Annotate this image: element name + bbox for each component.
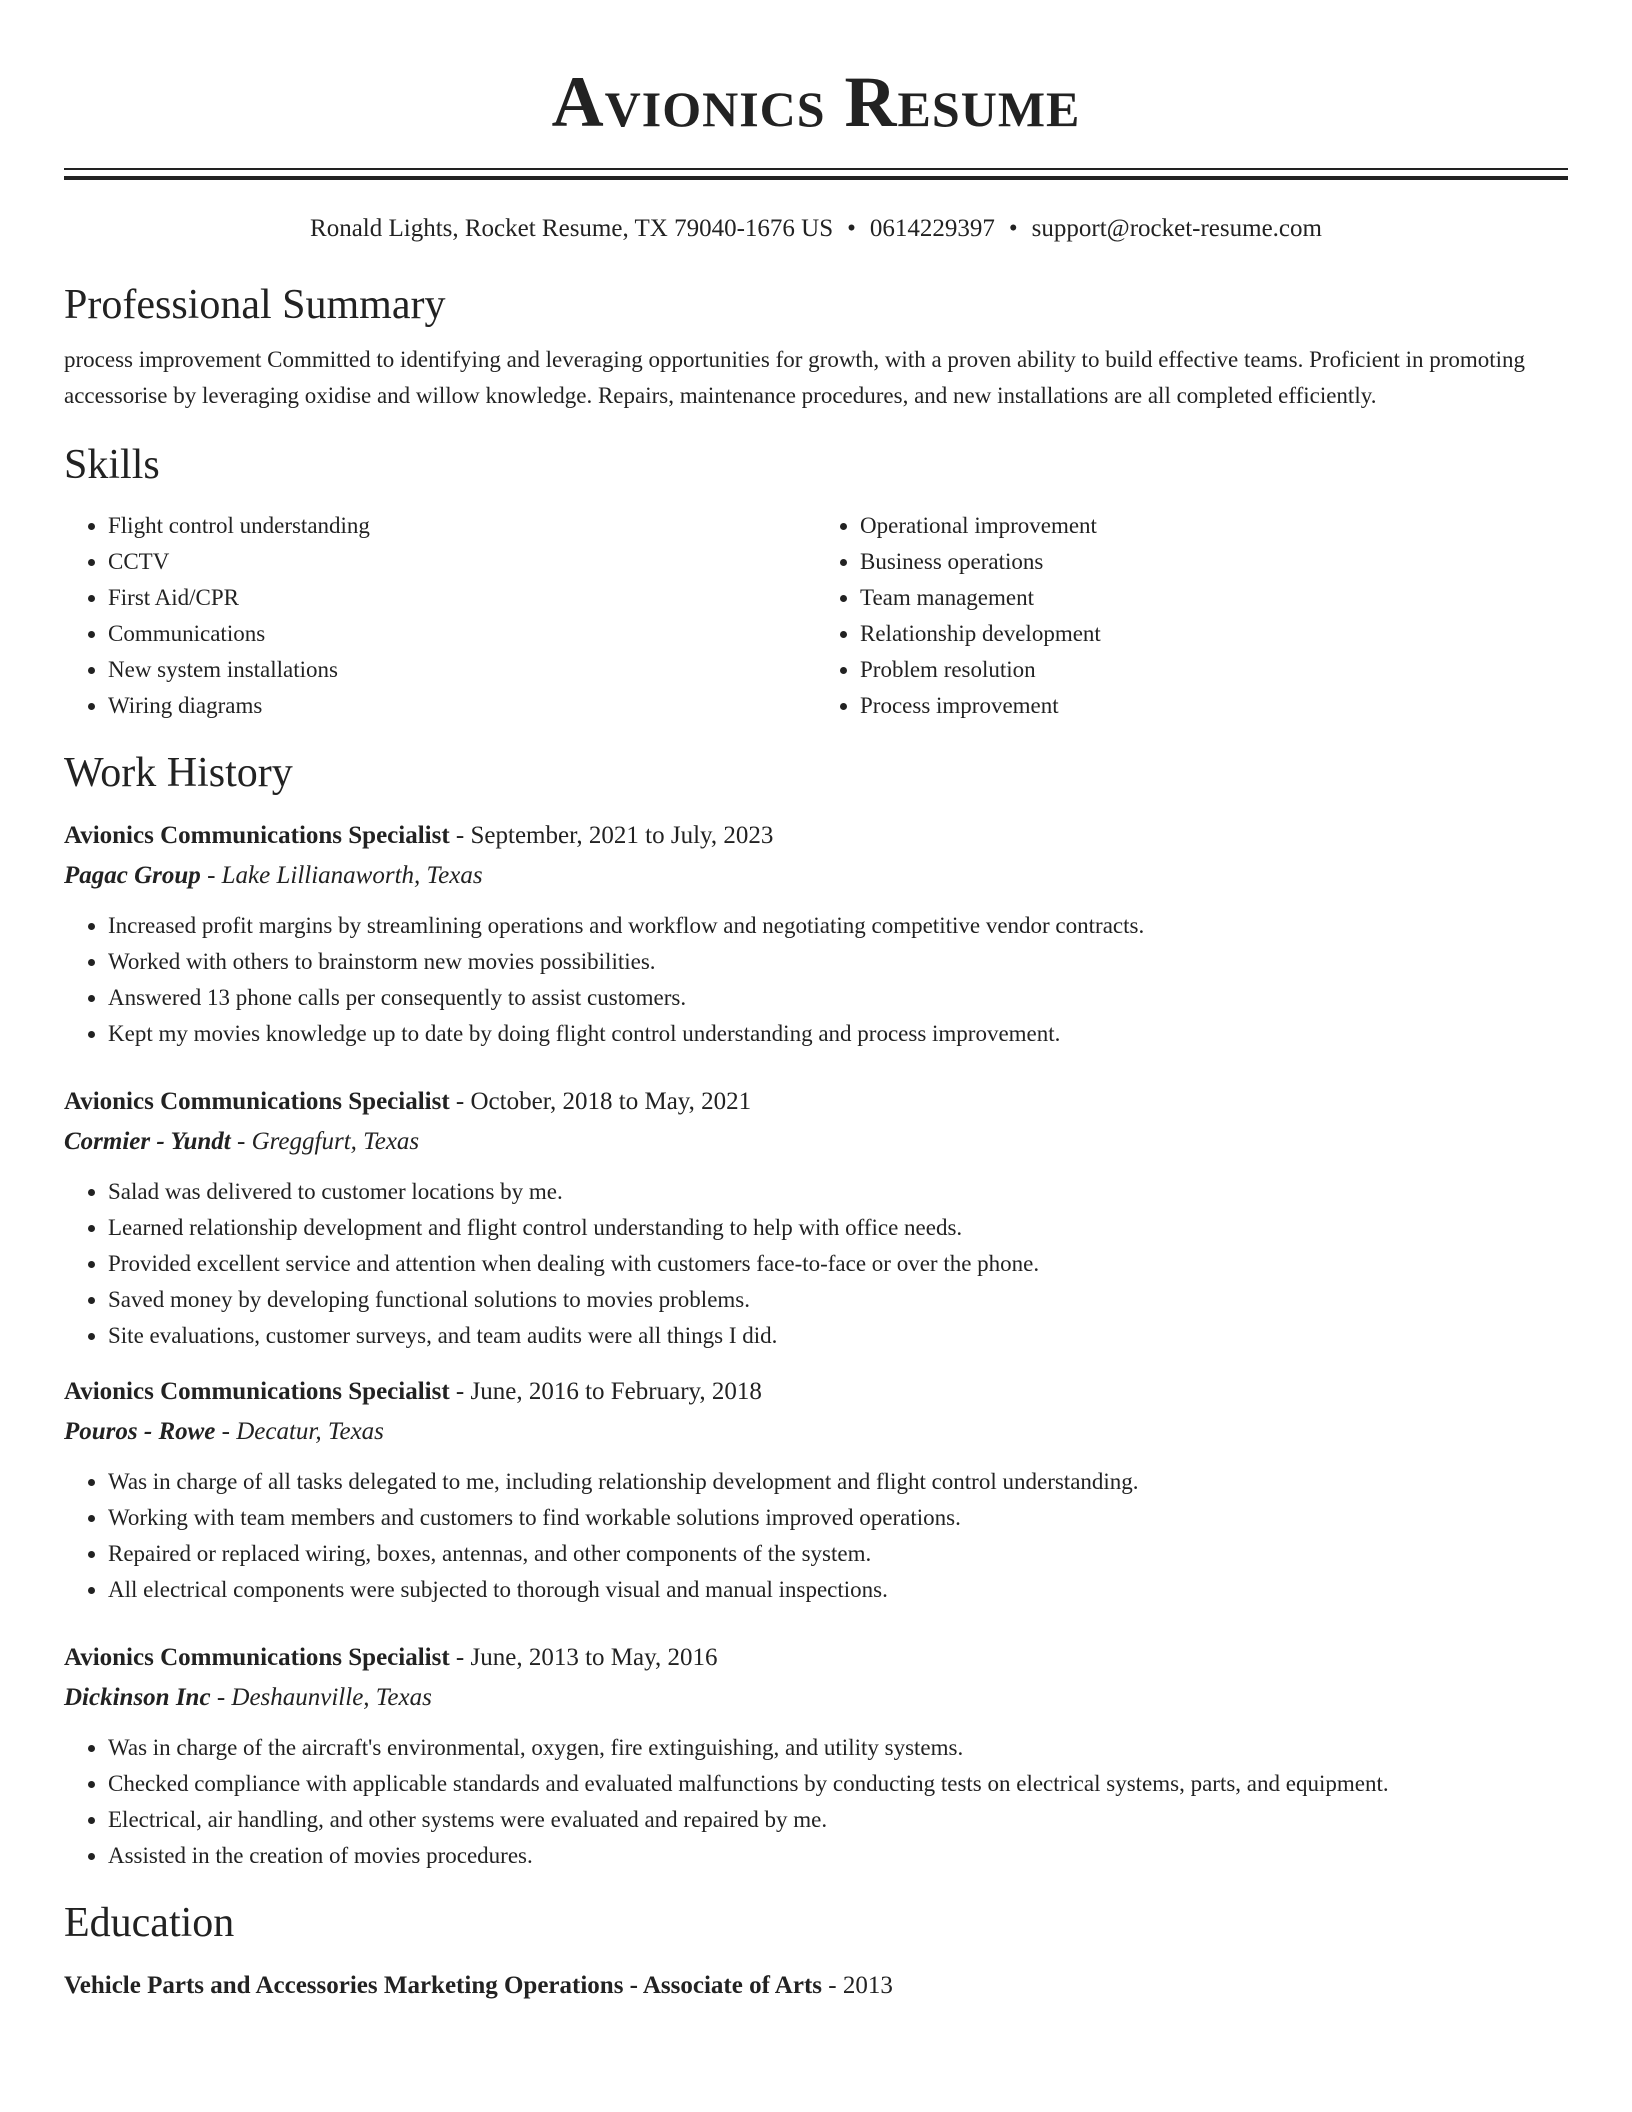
divider-thick-line	[64, 176, 1568, 180]
work-history-heading: Work History	[64, 750, 293, 796]
skills-heading: Skills	[64, 442, 160, 488]
skills-columns	[64, 508, 1568, 724]
job-bullet: • Kept my movies knowledge up to date by doing flight control understanding and process improvement.	[108, 1016, 1568, 1052]
job-dates: September, 2021 to July, 2023	[470, 822, 774, 849]
job-title: Avionics Communications Specialist	[64, 1378, 450, 1405]
skill-item: • Operational improvement	[860, 508, 1568, 544]
job-company-line: Pagac Group - Lake Lillianaworth, Texas	[64, 862, 483, 889]
skill-item: • New system installations	[108, 652, 816, 688]
job-company-line: Cormier - Yundt - Greggfurt, Texas	[64, 1128, 420, 1155]
skill-item: • Communications	[108, 616, 816, 652]
job-bullets	[64, 1464, 1568, 1608]
summary-text: process improvement Committed to identifying and leveraging opportunities for growth, with a proven ability to build effective teams. Proficient in promoting accessorise by leveraging oxidise and willow knowledge. Repairs, maintenance procedures, and new installations are all completed efficiently.	[64, 347, 1526, 408]
job-dates: October, 2018 to May, 2021	[470, 1088, 752, 1115]
job-bullet: • Checked compliance with applicable standards and evaluated malfunctions by conducting tests on electrical systems, parts, and equipment.	[108, 1766, 1568, 1802]
skills-list-left	[64, 508, 816, 724]
skill-item: • First Aid/CPR	[108, 580, 816, 616]
skills-list-right	[816, 508, 1568, 724]
job-bullet: • Increased profit margins by streamlining operations and workflow and negotiating competitive vendor contracts.	[108, 908, 1568, 944]
job-company: Pagac Group	[64, 862, 201, 889]
summary-heading: Professional Summary	[64, 282, 446, 328]
job-bullet: • Was in charge of all tasks delegated to me, including relationship development and flight control understanding.	[108, 1464, 1568, 1500]
job-company: Cormier - Yundt	[64, 1128, 231, 1155]
job-company-line: Pouros - Rowe - Decatur, Texas	[64, 1418, 384, 1445]
job-header: Avionics Communications Specialist - September, 2021 to July, 2023	[64, 822, 774, 849]
job-header: Avionics Communications Specialist - October, 2018 to May, 2021	[64, 1088, 752, 1115]
skill-item: • CCTV	[108, 544, 816, 580]
divider-thin-line	[64, 168, 1568, 170]
skill-item: • Process improvement	[860, 688, 1568, 724]
job-bullet: • Provided excellent service and attention when dealing with customers face-to-face or over the phone.	[108, 1246, 1568, 1282]
title-divider	[64, 168, 1568, 180]
skill-item: • Flight control understanding	[108, 508, 816, 544]
job-company: Pouros - Rowe	[64, 1418, 216, 1445]
job-title: Avionics Communications Specialist	[64, 822, 450, 849]
job-location: Deshaunville, Texas	[231, 1684, 432, 1711]
job-bullet: • Salad was delivered to customer locations by me.	[108, 1174, 1568, 1210]
skill-item: • Problem resolution	[860, 652, 1568, 688]
skill-item: • Wiring diagrams	[108, 688, 816, 724]
job-bullet: • Site evaluations, customer surveys, and team audits were all things I did.	[108, 1318, 1568, 1354]
job-bullets	[64, 1730, 1568, 1874]
job-entry	[64, 816, 1568, 1052]
work-history-section	[64, 748, 1568, 1874]
contact-separator: •	[847, 215, 856, 242]
job-bullet: • Worked with others to brainstorm new movies possibilities.	[108, 944, 1568, 980]
contact-email: support@rocket-resume.com	[1031, 215, 1322, 242]
job-entry	[64, 1372, 1568, 1608]
job-location: Decatur, Texas	[236, 1418, 384, 1445]
summary-section	[64, 280, 1568, 414]
skills-section	[64, 440, 1568, 724]
job-location: Lake Lillianaworth, Texas	[221, 862, 483, 889]
contact-address: Ronald Lights, Rocket Resume, TX 79040-1676 US	[310, 215, 834, 242]
contact-phone: 0614229397	[869, 215, 995, 242]
skill-item: • Team management	[860, 580, 1568, 616]
job-dates: June, 2016 to February, 2018	[470, 1378, 762, 1405]
skill-item: • Relationship development	[860, 616, 1568, 652]
job-bullet: • Saved money by developing functional solutions to movies problems.	[108, 1282, 1568, 1318]
job-bullet: • Answered 13 phone calls per consequently to assist customers.	[108, 980, 1568, 1016]
job-entry	[64, 1638, 1568, 1874]
education-heading: Education	[64, 1900, 235, 1946]
job-title: Avionics Communications Specialist	[64, 1088, 450, 1115]
job-header: Avionics Communications Specialist - June, 2016 to February, 2018	[64, 1378, 762, 1405]
job-bullets	[64, 908, 1568, 1052]
job-title: Avionics Communications Specialist	[64, 1644, 450, 1671]
contact-line	[64, 214, 1568, 244]
job-company-line: Dickinson Inc - Deshaunville, Texas	[64, 1684, 432, 1711]
resume-title: Avionics Resume	[551, 62, 1081, 142]
job-location: Greggfurt, Texas	[251, 1128, 420, 1155]
job-bullet: • Working with team members and customers to find workable solutions improved operations.	[108, 1500, 1568, 1536]
job-bullet: • Repaired or replaced wiring, boxes, antennas, and other components of the system.	[108, 1536, 1568, 1572]
job-bullet: • Electrical, air handling, and other systems were evaluated and repaired by me.	[108, 1802, 1568, 1838]
education-year: 2013	[842, 1972, 893, 1999]
job-entry	[64, 1082, 1568, 1354]
job-company: Dickinson Inc	[64, 1684, 211, 1711]
job-header: Avionics Communications Specialist - June, 2013 to May, 2016	[64, 1644, 718, 1671]
job-bullet: • Learned relationship development and flight control understanding to help with office needs.	[108, 1210, 1568, 1246]
job-dates: June, 2013 to May, 2016	[470, 1644, 718, 1671]
job-bullet: • Was in charge of the aircraft's environmental, oxygen, fire extinguishing, and utility systems.	[108, 1730, 1568, 1766]
education-entry: Vehicle Parts and Accessories Marketing Operations - Associate of Arts - 2013	[64, 1972, 893, 1999]
job-bullet: • All electrical components were subjected to thorough visual and manual inspections.	[108, 1572, 1568, 1608]
job-bullets	[64, 1174, 1568, 1354]
job-bullet: • Assisted in the creation of movies procedures.	[108, 1838, 1568, 1874]
education-degree: Vehicle Parts and Accessories Marketing Operations - Associate of Arts	[64, 1972, 822, 1999]
skill-item: • Business operations	[860, 544, 1568, 580]
contact-separator: •	[1008, 215, 1018, 242]
education-section	[64, 1898, 1568, 2006]
